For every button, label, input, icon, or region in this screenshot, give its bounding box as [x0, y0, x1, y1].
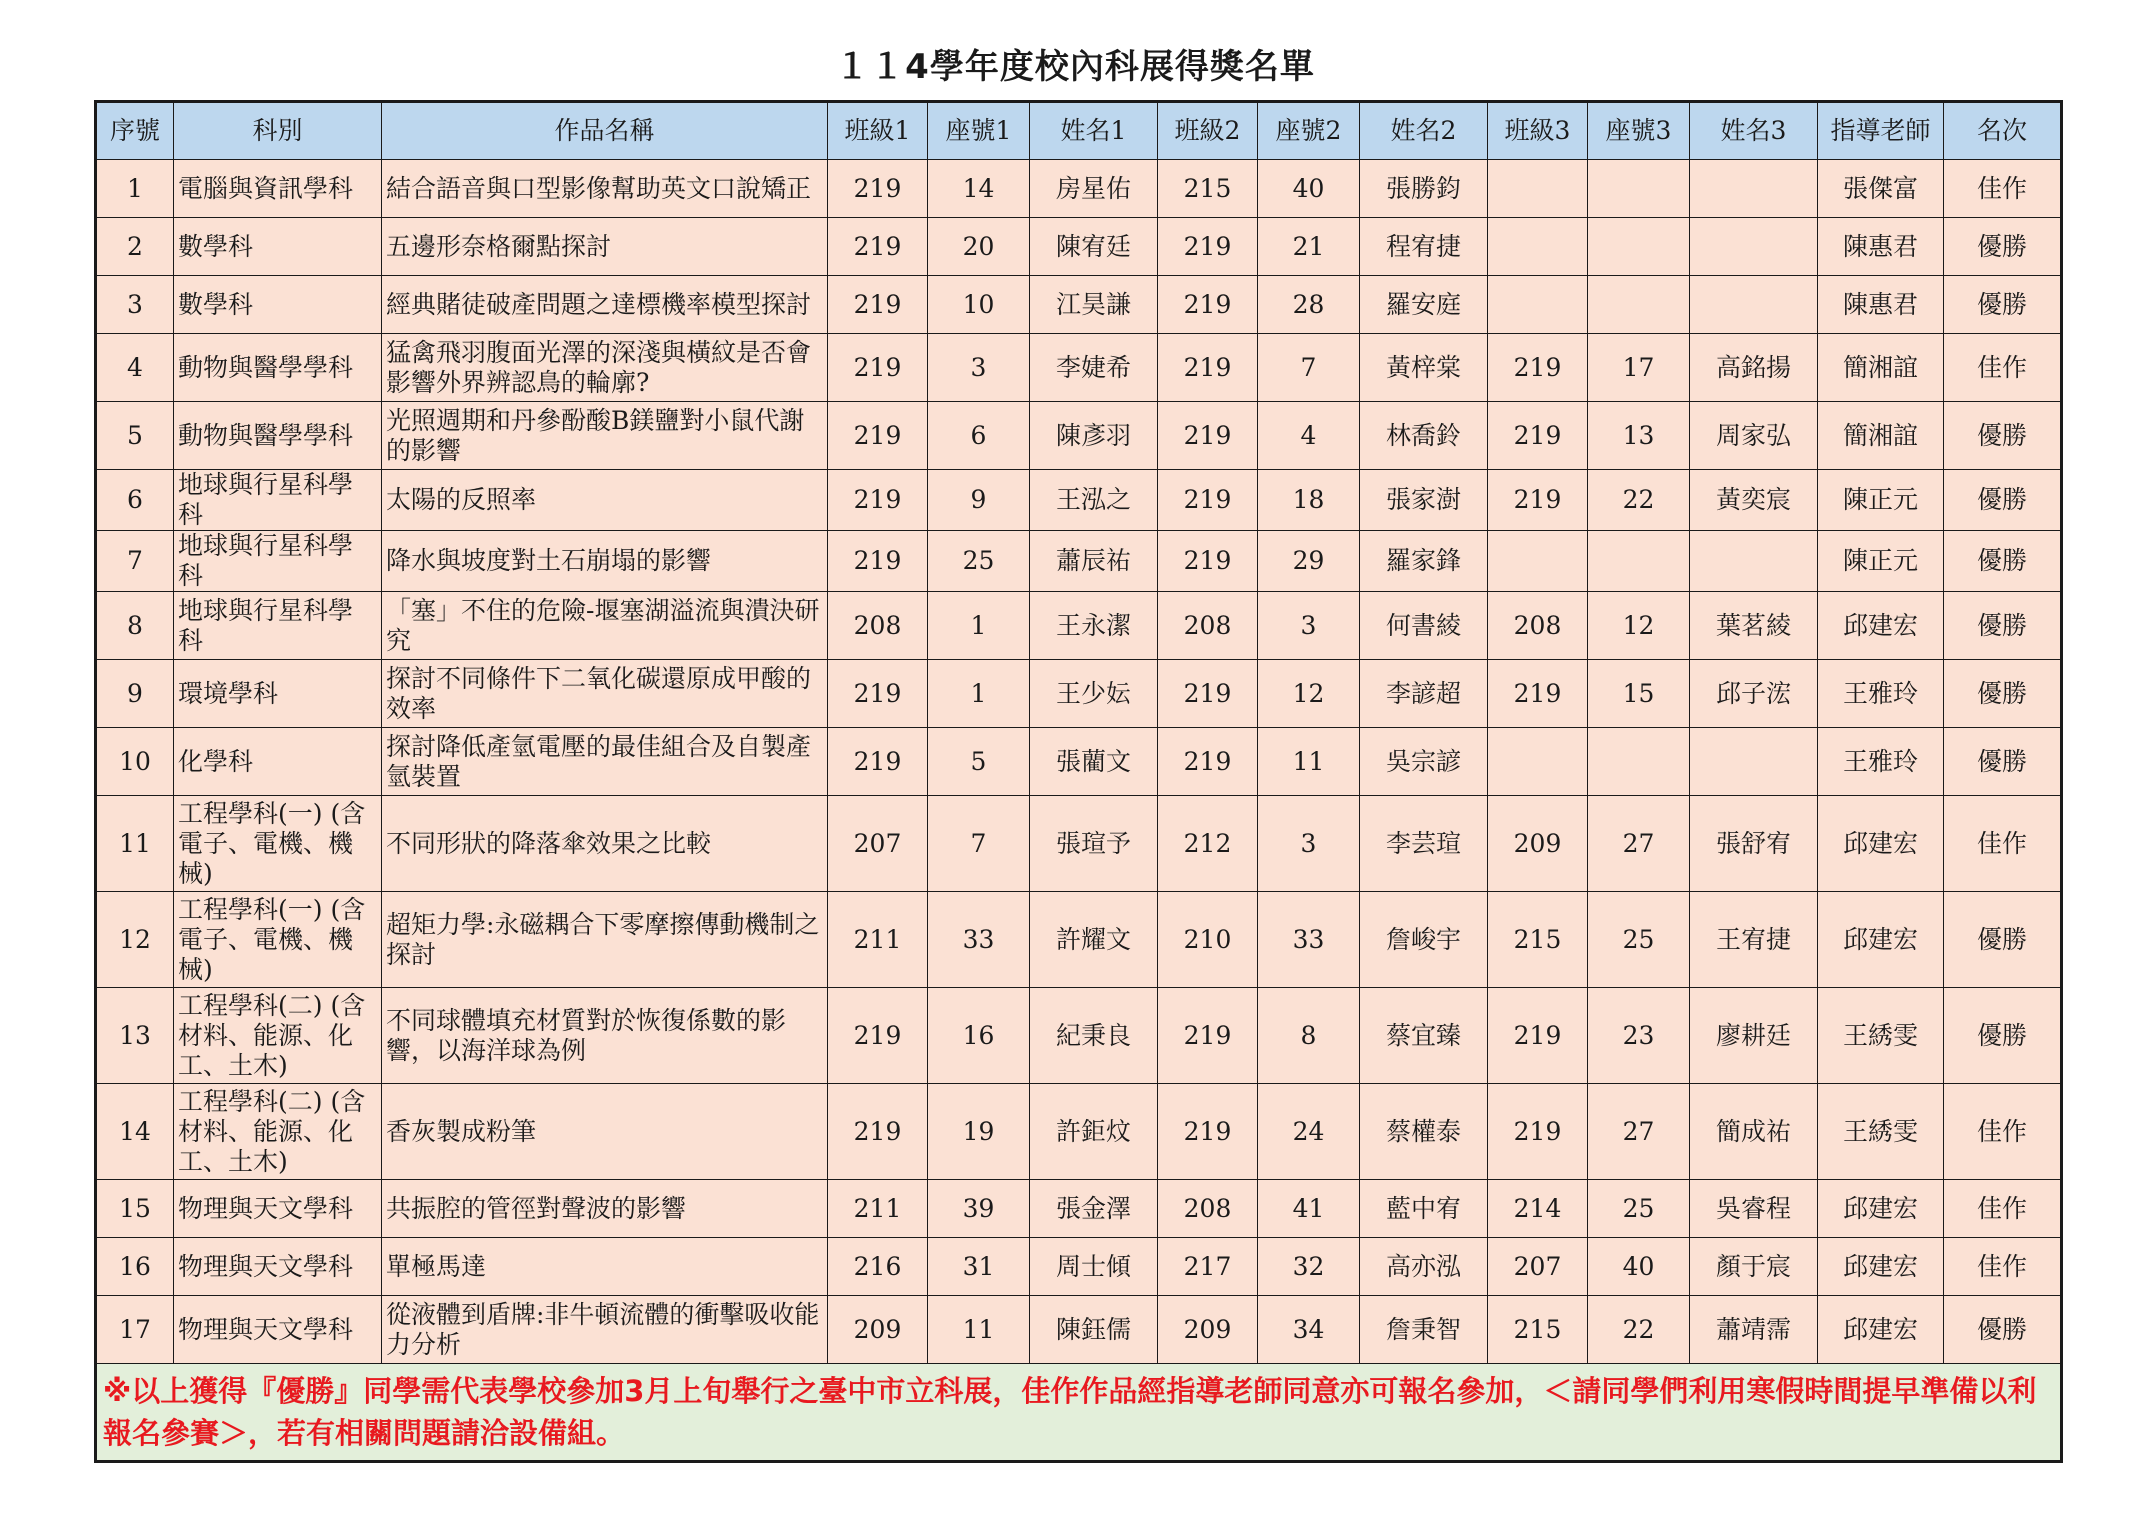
cell-class1: 211	[828, 1180, 928, 1238]
cell-class3	[1488, 531, 1588, 592]
cell-name3: 顏于宸	[1690, 1238, 1818, 1296]
cell-name1: 許耀文	[1030, 892, 1158, 988]
cell-rank: 優勝	[1944, 402, 2062, 470]
cell-advisor: 陳惠君	[1818, 276, 1944, 334]
cell-seat2: 41	[1258, 1180, 1360, 1238]
cell-class2: 219	[1158, 531, 1258, 592]
cell-class2: 219	[1158, 276, 1258, 334]
column-header-class1: 班級1	[828, 102, 928, 160]
cell-advisor: 王雅玲	[1818, 660, 1944, 728]
cell-project-title: 單極馬達	[382, 1238, 828, 1296]
cell-class1: 219	[828, 660, 928, 728]
cell-class2: 219	[1158, 988, 1258, 1084]
cell-seat1: 1	[928, 592, 1030, 660]
cell-class2: 219	[1158, 334, 1258, 402]
cell-name3	[1690, 160, 1818, 218]
column-header-name3: 姓名3	[1690, 102, 1818, 160]
column-header-project-title: 作品名稱	[382, 102, 828, 160]
footnote-text: ※以上獲得『優勝』同學需代表學校參加3月上旬舉行之臺中市立科展，佳作作品經指導老師同意亦可報名參加，＜請同學們利用寒假時間提早準備以利報名參賽＞，若有相關問題請洽設備組。	[96, 1364, 2062, 1462]
cell-class2: 210	[1158, 892, 1258, 988]
cell-subject: 物理與天文學科	[174, 1296, 382, 1364]
cell-project-title: 「塞」不住的危險-堰塞湖溢流與潰決研究	[382, 592, 828, 660]
cell-name2: 詹峻宇	[1360, 892, 1488, 988]
column-header-name2: 姓名2	[1360, 102, 1488, 160]
column-header-seat3: 座號3	[1588, 102, 1690, 160]
cell-class2: 212	[1158, 796, 1258, 892]
cell-seq: 13	[96, 988, 174, 1084]
column-header-rank: 名次	[1944, 102, 2062, 160]
table-row	[96, 531, 2062, 592]
cell-project-title: 探討降低產氫電壓的最佳組合及自製產氫裝置	[382, 728, 828, 796]
cell-name1: 王泓之	[1030, 470, 1158, 531]
cell-advisor: 簡湘誼	[1818, 334, 1944, 402]
cell-name2: 程宥捷	[1360, 218, 1488, 276]
cell-class1: 219	[828, 160, 928, 218]
cell-seat1: 19	[928, 1084, 1030, 1180]
cell-name3: 簡成祐	[1690, 1084, 1818, 1180]
cell-name1: 房星佑	[1030, 160, 1158, 218]
cell-subject: 工程學科(二) (含材料、能源、化工、土木)	[174, 1084, 382, 1180]
cell-seat2: 21	[1258, 218, 1360, 276]
cell-project-title: 共振腔的管徑對聲波的影響	[382, 1180, 828, 1238]
table-row	[96, 1180, 2062, 1238]
cell-seat2: 34	[1258, 1296, 1360, 1364]
cell-subject: 數學科	[174, 276, 382, 334]
cell-name3: 高銘揚	[1690, 334, 1818, 402]
cell-project-title: 五邊形奈格爾點探討	[382, 218, 828, 276]
cell-seat1: 5	[928, 728, 1030, 796]
cell-name3: 廖耕廷	[1690, 988, 1818, 1084]
cell-name3: 周家弘	[1690, 402, 1818, 470]
cell-seq: 7	[96, 531, 174, 592]
table-row	[96, 660, 2062, 728]
cell-rank: 優勝	[1944, 1296, 2062, 1364]
cell-seat2: 29	[1258, 531, 1360, 592]
cell-seat3	[1588, 218, 1690, 276]
table-row	[96, 592, 2062, 660]
column-header-seq: 序號	[96, 102, 174, 160]
cell-advisor: 王綉雯	[1818, 1084, 1944, 1180]
cell-name2: 藍中宥	[1360, 1180, 1488, 1238]
column-header-name1: 姓名1	[1030, 102, 1158, 160]
awards-table	[94, 100, 2063, 1463]
cell-name3: 張舒宥	[1690, 796, 1818, 892]
cell-advisor: 邱建宏	[1818, 592, 1944, 660]
cell-name1: 張瑄予	[1030, 796, 1158, 892]
cell-seq: 5	[96, 402, 174, 470]
cell-class3: 219	[1488, 660, 1588, 728]
cell-project-title: 降水與坡度對土石崩塌的影響	[382, 531, 828, 592]
cell-seat1: 39	[928, 1180, 1030, 1238]
cell-rank: 優勝	[1944, 892, 2062, 988]
cell-rank: 優勝	[1944, 988, 2062, 1084]
cell-project-title: 從液體到盾牌:非牛頓流體的衝擊吸收能力分析	[382, 1296, 828, 1364]
cell-seat2: 12	[1258, 660, 1360, 728]
table-row	[96, 334, 2062, 402]
cell-class3: 219	[1488, 334, 1588, 402]
cell-name2: 吳宗諺	[1360, 728, 1488, 796]
cell-seat2: 4	[1258, 402, 1360, 470]
cell-seat1: 1	[928, 660, 1030, 728]
cell-name1: 王少妘	[1030, 660, 1158, 728]
cell-advisor: 邱建宏	[1818, 1238, 1944, 1296]
cell-name1: 張金澤	[1030, 1180, 1158, 1238]
cell-name3: 邱子浤	[1690, 660, 1818, 728]
cell-seq: 9	[96, 660, 174, 728]
cell-class2: 219	[1158, 660, 1258, 728]
cell-seq: 17	[96, 1296, 174, 1364]
cell-seat1: 11	[928, 1296, 1030, 1364]
cell-class2: 217	[1158, 1238, 1258, 1296]
cell-seat1: 33	[928, 892, 1030, 988]
cell-subject: 化學科	[174, 728, 382, 796]
table-row	[96, 1238, 2062, 1296]
cell-subject: 地球與行星科學科	[174, 531, 382, 592]
cell-rank: 佳作	[1944, 1180, 2062, 1238]
cell-seat2: 28	[1258, 276, 1360, 334]
table-row	[96, 402, 2062, 470]
table-row	[96, 218, 2062, 276]
cell-seat3	[1588, 160, 1690, 218]
cell-name2: 張家澍	[1360, 470, 1488, 531]
cell-name1: 陳宥廷	[1030, 218, 1158, 276]
cell-seat3: 25	[1588, 1180, 1690, 1238]
cell-name2: 蔡權泰	[1360, 1084, 1488, 1180]
cell-project-title: 結合語音與口型影像幫助英文口說矯正	[382, 160, 828, 218]
cell-advisor: 邱建宏	[1818, 1296, 1944, 1364]
table-row	[96, 470, 2062, 531]
cell-subject: 動物與醫學學科	[174, 402, 382, 470]
cell-seat2: 24	[1258, 1084, 1360, 1180]
table-row	[96, 796, 2062, 892]
cell-name2: 林喬鈴	[1360, 402, 1488, 470]
table-row	[96, 1084, 2062, 1180]
cell-seat2: 3	[1258, 592, 1360, 660]
table-row	[96, 988, 2062, 1084]
cell-class2: 219	[1158, 218, 1258, 276]
table-header-row	[96, 102, 2062, 160]
cell-seat1: 9	[928, 470, 1030, 531]
column-header-subject: 科別	[174, 102, 382, 160]
table-row	[96, 276, 2062, 334]
cell-seat1: 25	[928, 531, 1030, 592]
cell-class3	[1488, 160, 1588, 218]
cell-seat1: 20	[928, 218, 1030, 276]
cell-advisor: 陳正元	[1818, 470, 1944, 531]
cell-class1: 219	[828, 276, 928, 334]
cell-class1: 219	[828, 218, 928, 276]
cell-class1: 219	[828, 334, 928, 402]
cell-class3: 219	[1488, 1084, 1588, 1180]
cell-name1: 陳彥羽	[1030, 402, 1158, 470]
cell-rank: 佳作	[1944, 796, 2062, 892]
column-header-seat2: 座號2	[1258, 102, 1360, 160]
cell-seq: 4	[96, 334, 174, 402]
cell-advisor: 張傑富	[1818, 160, 1944, 218]
cell-class3	[1488, 276, 1588, 334]
cell-class3	[1488, 218, 1588, 276]
column-header-class3: 班級3	[1488, 102, 1588, 160]
cell-class3: 207	[1488, 1238, 1588, 1296]
cell-seat1: 6	[928, 402, 1030, 470]
cell-seat3: 25	[1588, 892, 1690, 988]
cell-subject: 地球與行星科學科	[174, 470, 382, 531]
cell-advisor: 簡湘誼	[1818, 402, 1944, 470]
cell-seq: 2	[96, 218, 174, 276]
cell-project-title: 不同球體填充材質對於恢復係數的影響，以海洋球為例	[382, 988, 828, 1084]
cell-name3	[1690, 531, 1818, 592]
cell-class1: 209	[828, 1296, 928, 1364]
cell-subject: 物理與天文學科	[174, 1180, 382, 1238]
cell-subject: 電腦與資訊學科	[174, 160, 382, 218]
cell-seq: 10	[96, 728, 174, 796]
cell-seat2: 33	[1258, 892, 1360, 988]
cell-seat3: 22	[1588, 470, 1690, 531]
cell-seat1: 14	[928, 160, 1030, 218]
cell-project-title: 香灰製成粉筆	[382, 1084, 828, 1180]
table-row	[96, 892, 2062, 988]
cell-name2: 羅安庭	[1360, 276, 1488, 334]
cell-rank: 優勝	[1944, 276, 2062, 334]
cell-seq: 8	[96, 592, 174, 660]
cell-seq: 1	[96, 160, 174, 218]
cell-project-title: 太陽的反照率	[382, 470, 828, 531]
cell-name2: 李諺超	[1360, 660, 1488, 728]
cell-seat2: 18	[1258, 470, 1360, 531]
cell-class3: 219	[1488, 470, 1588, 531]
cell-seq: 6	[96, 470, 174, 531]
cell-seat1: 10	[928, 276, 1030, 334]
cell-seat2: 11	[1258, 728, 1360, 796]
cell-seat3: 15	[1588, 660, 1690, 728]
cell-name1: 許鉅炆	[1030, 1084, 1158, 1180]
column-header-seat1: 座號1	[928, 102, 1030, 160]
cell-class3: 215	[1488, 1296, 1588, 1364]
cell-class3: 209	[1488, 796, 1588, 892]
cell-name1: 陳鈺儒	[1030, 1296, 1158, 1364]
cell-rank: 優勝	[1944, 592, 2062, 660]
cell-name1: 江昊謙	[1030, 276, 1158, 334]
cell-seq: 14	[96, 1084, 174, 1180]
cell-seat3: 17	[1588, 334, 1690, 402]
cell-seat3: 27	[1588, 1084, 1690, 1180]
cell-class3: 215	[1488, 892, 1588, 988]
cell-class1: 219	[828, 988, 928, 1084]
cell-class2: 219	[1158, 728, 1258, 796]
column-header-advisor: 指導老師	[1818, 102, 1944, 160]
cell-advisor: 王綉雯	[1818, 988, 1944, 1084]
cell-seat3	[1588, 276, 1690, 334]
cell-subject: 動物與醫學學科	[174, 334, 382, 402]
cell-subject: 工程學科(一) (含電子、電機、機械)	[174, 892, 382, 988]
cell-class2: 219	[1158, 402, 1258, 470]
cell-name1: 紀秉良	[1030, 988, 1158, 1084]
cell-name3	[1690, 218, 1818, 276]
cell-advisor: 邱建宏	[1818, 796, 1944, 892]
cell-name2: 高亦泓	[1360, 1238, 1488, 1296]
cell-seat3: 13	[1588, 402, 1690, 470]
cell-rank: 優勝	[1944, 660, 2062, 728]
page-title: １１4學年度校內科展得獎名單	[835, 47, 1315, 87]
cell-project-title: 不同形狀的降落傘效果之比較	[382, 796, 828, 892]
cell-class3	[1488, 728, 1588, 796]
table-row	[96, 160, 2062, 218]
cell-seat3	[1588, 531, 1690, 592]
cell-seq: 11	[96, 796, 174, 892]
cell-class1: 211	[828, 892, 928, 988]
cell-seat1: 31	[928, 1238, 1030, 1296]
cell-seq: 16	[96, 1238, 174, 1296]
cell-advisor: 王雅玲	[1818, 728, 1944, 796]
cell-seq: 3	[96, 276, 174, 334]
cell-subject: 物理與天文學科	[174, 1238, 382, 1296]
cell-class1: 219	[828, 1084, 928, 1180]
cell-class2: 208	[1158, 1180, 1258, 1238]
cell-rank: 佳作	[1944, 334, 2062, 402]
cell-subject: 數學科	[174, 218, 382, 276]
cell-rank: 佳作	[1944, 1238, 2062, 1296]
cell-seat2: 7	[1258, 334, 1360, 402]
cell-class1: 219	[828, 470, 928, 531]
cell-subject: 工程學科(一) (含電子、電機、機械)	[174, 796, 382, 892]
cell-class1: 219	[828, 402, 928, 470]
cell-name2: 詹秉智	[1360, 1296, 1488, 1364]
cell-seq: 12	[96, 892, 174, 988]
cell-class2: 215	[1158, 160, 1258, 218]
cell-name3: 吳睿程	[1690, 1180, 1818, 1238]
cell-name1: 周士傾	[1030, 1238, 1158, 1296]
cell-seat3	[1588, 728, 1690, 796]
cell-seat1: 3	[928, 334, 1030, 402]
cell-name2: 黃梓棠	[1360, 334, 1488, 402]
cell-class1: 207	[828, 796, 928, 892]
cell-class2: 209	[1158, 1296, 1258, 1364]
cell-class2: 219	[1158, 470, 1258, 531]
cell-class1: 208	[828, 592, 928, 660]
cell-advisor: 邱建宏	[1818, 892, 1944, 988]
cell-rank: 優勝	[1944, 531, 2062, 592]
cell-name3: 葉茗綾	[1690, 592, 1818, 660]
cell-advisor: 陳正元	[1818, 531, 1944, 592]
cell-class1: 219	[828, 728, 928, 796]
cell-class2: 219	[1158, 1084, 1258, 1180]
cell-seat3: 12	[1588, 592, 1690, 660]
cell-rank: 優勝	[1944, 470, 2062, 531]
table-row	[96, 728, 2062, 796]
cell-subject: 工程學科(二) (含材料、能源、化工、土木)	[174, 988, 382, 1084]
cell-seat3: 22	[1588, 1296, 1690, 1364]
cell-name3	[1690, 728, 1818, 796]
cell-rank: 佳作	[1944, 1084, 2062, 1180]
cell-seat2: 32	[1258, 1238, 1360, 1296]
cell-class3: 219	[1488, 988, 1588, 1084]
cell-class1: 216	[828, 1238, 928, 1296]
cell-name1: 張藺文	[1030, 728, 1158, 796]
cell-seat1: 7	[928, 796, 1030, 892]
cell-project-title: 光照週期和丹參酚酸B鎂鹽對小鼠代謝的影響	[382, 402, 828, 470]
cell-rank: 優勝	[1944, 728, 2062, 796]
cell-class1: 219	[828, 531, 928, 592]
cell-name2: 張勝鈞	[1360, 160, 1488, 218]
column-header-class2: 班級2	[1158, 102, 1258, 160]
cell-seat2: 8	[1258, 988, 1360, 1084]
cell-name2: 李芸瑄	[1360, 796, 1488, 892]
cell-seat3: 27	[1588, 796, 1690, 892]
note-row	[96, 1364, 2062, 1462]
cell-name3	[1690, 276, 1818, 334]
cell-name3: 王宥捷	[1690, 892, 1818, 988]
cell-seq: 15	[96, 1180, 174, 1238]
cell-project-title: 經典賭徒破產問題之達標機率模型探討	[382, 276, 828, 334]
cell-name1: 李婕希	[1030, 334, 1158, 402]
cell-name2: 羅家鋒	[1360, 531, 1488, 592]
cell-name1: 王永潔	[1030, 592, 1158, 660]
cell-advisor: 邱建宏	[1818, 1180, 1944, 1238]
cell-rank: 佳作	[1944, 160, 2062, 218]
cell-project-title: 超矩力學:永磁耦合下零摩擦傳動機制之探討	[382, 892, 828, 988]
cell-name3: 蕭靖霈	[1690, 1296, 1818, 1364]
cell-seat1: 16	[928, 988, 1030, 1084]
cell-advisor: 陳惠君	[1818, 218, 1944, 276]
cell-seat3: 23	[1588, 988, 1690, 1084]
cell-class3: 208	[1488, 592, 1588, 660]
cell-name3: 黃奕宸	[1690, 470, 1818, 531]
cell-name1: 蕭辰祐	[1030, 531, 1158, 592]
cell-seat2: 40	[1258, 160, 1360, 218]
cell-class3: 214	[1488, 1180, 1588, 1238]
cell-seat3: 40	[1588, 1238, 1690, 1296]
cell-subject: 地球與行星科學科	[174, 592, 382, 660]
cell-name2: 何書綾	[1360, 592, 1488, 660]
cell-project-title: 猛禽飛羽腹面光澤的深淺與橫紋是否會影響外界辨認鳥的輪廓?	[382, 334, 828, 402]
cell-project-title: 探討不同條件下二氧化碳還原成甲酸的效率	[382, 660, 828, 728]
table-row	[96, 1296, 2062, 1364]
cell-class3: 219	[1488, 402, 1588, 470]
cell-name2: 蔡宜臻	[1360, 988, 1488, 1084]
cell-seat2: 3	[1258, 796, 1360, 892]
cell-rank: 優勝	[1944, 218, 2062, 276]
cell-subject: 環境學科	[174, 660, 382, 728]
cell-class2: 208	[1158, 592, 1258, 660]
